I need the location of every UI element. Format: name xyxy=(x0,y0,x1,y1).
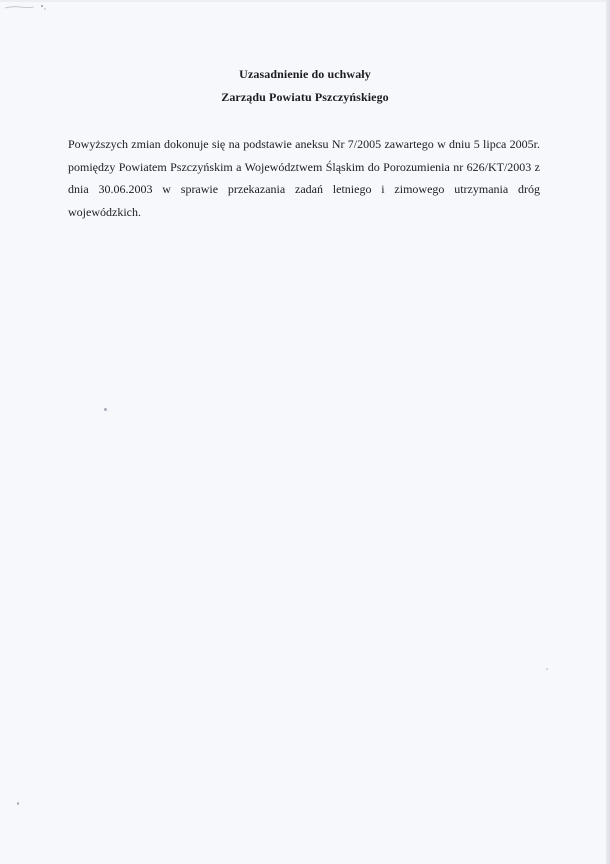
scan-edge-top xyxy=(0,0,610,2)
body-paragraph: Powyższych zmian dokonuje się na podstawie aneksu Nr 7/2005 zawartego w dniu 5 lipca 2005r. pomiędzy Powiatem Pszczyńskim a Województwem Śląskim do Porozumienia nr 626/KT/2003 z dnia 30.06.2003 w sprawie przekazania zadań letniego i zimowego utrzymania dróg wojewódzkich. xyxy=(68,137,540,219)
scan-speck xyxy=(546,668,548,670)
document-title: Uzasadnienie do uchwały xyxy=(239,67,371,81)
scan-speck xyxy=(104,408,107,411)
scan-speck xyxy=(17,802,19,805)
document-subtitle: Zarządu Powiatu Pszczyńskiego xyxy=(221,90,389,104)
scan-edge-right xyxy=(606,0,610,864)
scan-corner-mark xyxy=(4,3,48,11)
